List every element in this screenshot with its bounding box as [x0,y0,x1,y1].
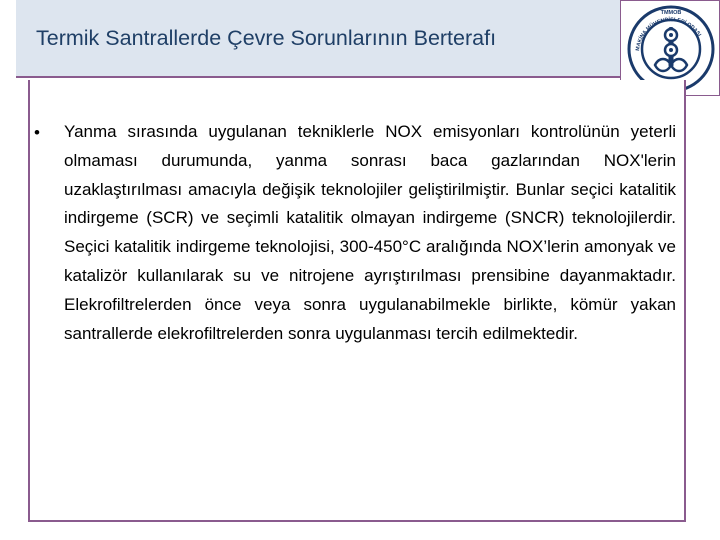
bullet-item [34,118,676,348]
logo-top-text: TMMOB [660,10,682,16]
bullet-text: Yanma sırasında uygulanan tekniklerle NOX emisyonları kontrolünün yeterli olmaması durumunda, yanma sonrası baca gazlarından NOX'lerin uzaklaştırılması amacıyla değişik teknolojiler geliştirilmiştir. Bunlar seçici katalitik indirgeme (SCR) ve seçimli katalitik olmayan indirgeme (SNCR) teknolojilerdir. Seçici katalitik indirgeme teknolojisi, 300-450°C aralığında NOX’lerin amonyak ve katalizör kullanılarak su ve nitrojene ayrıştırılması prensibine dayanmaktadır. Elekrofiltrelerden önce veya sonra uygulanabilmekle birlikte, kömür yakan santrallerde elekrofiltrelerden sonra uygulanması tercih edilmektedir. [64,122,676,343]
slide-title: Termik Santrallerde Çevre Sorunlarının Berterafı [36,26,497,50]
bullet-dot: • [34,123,40,142]
title-bar [16,0,620,78]
logo-ring-text: MAKİNA MÜHENDİSLERİ ODASI [635,16,702,52]
content-frame [28,80,686,522]
